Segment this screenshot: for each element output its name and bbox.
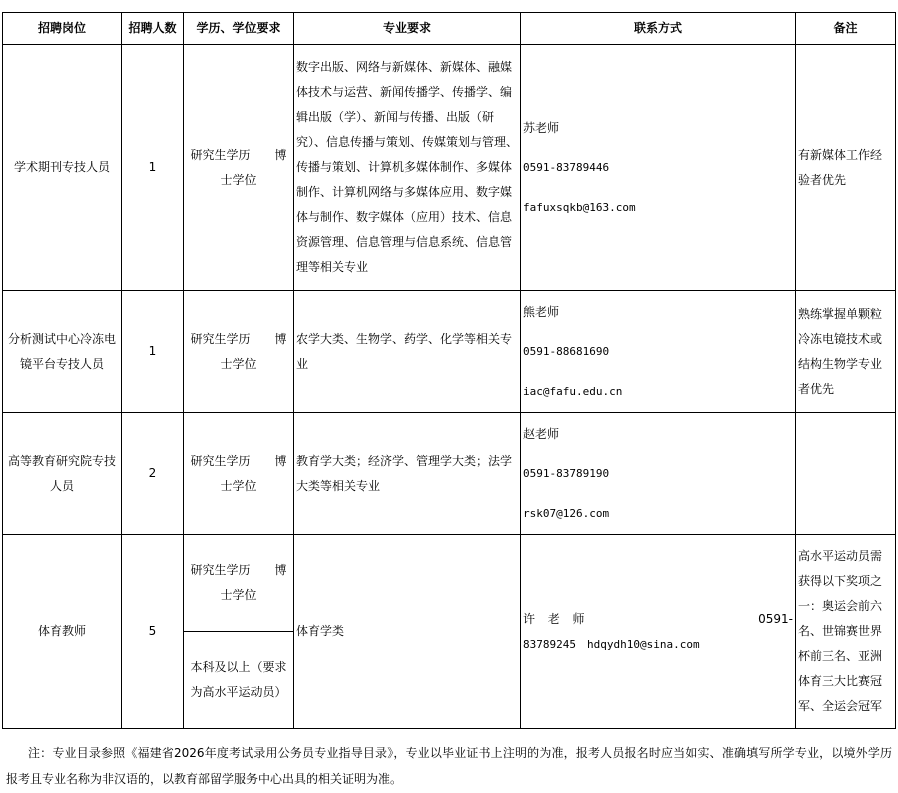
contact-line-2: 83789245 hdqydh10@sina.com — [523, 637, 700, 651]
contact-phone: 0591-88681690 — [523, 344, 610, 358]
cell-remark: 熟练掌握单颗粒冷冻电镜技术或结构生物学专业者优先 — [796, 291, 896, 413]
cell-position: 分析测试中心冷冻电镜平台专技人员 — [3, 291, 122, 413]
cell-count: 2 — [122, 413, 184, 535]
header-major: 专业要求 — [294, 13, 521, 45]
table-row — [3, 535, 896, 632]
cell-degree: 研究生学历 博士学位 — [184, 291, 294, 413]
cell-contact — [521, 413, 796, 535]
cell-position: 学术期刊专技人员 — [3, 45, 122, 291]
cell-major: 农学大类、生物学、药学、化学等相关专业 — [294, 291, 521, 413]
cell-contact — [521, 45, 796, 291]
contact-email[interactable]: fafuxsqkb@163.com — [523, 200, 636, 214]
contact-name: 赵老师 — [523, 426, 560, 441]
cell-position: 体育教师 — [3, 535, 122, 729]
cell-count: 5 — [122, 535, 184, 729]
header-contact: 联系方式 — [521, 13, 796, 45]
contact-phone: 0591-83789190 — [523, 466, 610, 480]
cell-count: 1 — [122, 45, 184, 291]
cell-degree: 研究生学历 博士学位 — [184, 413, 294, 535]
cell-contact — [521, 535, 796, 729]
cell-major: 数字出版、网络与新媒体、新媒体、融媒体技术与运营、新闻传播学、传播学、编辑出版（学）、新闻与传播、出版（研究）、信息传播与策划、传媒策划与管理、传播与策划、计算机多媒体制作、多媒体制作、计算机网络与多媒体应用、数字媒体与制作、数字媒体（应用）技术、信息资源管理、信息管理与信息系统、信息管理等相关专业 — [294, 45, 521, 291]
cell-count: 1 — [122, 291, 184, 413]
cell-major: 教育学大类；经济学、管理学大类；法学大类等相关专业 — [294, 413, 521, 535]
cell-major: 体育学类 — [294, 535, 521, 729]
cell-remark — [796, 413, 896, 535]
contact-line-1: 许 老 师 0591- — [523, 611, 793, 626]
header-position: 招聘岗位 — [3, 13, 122, 45]
header-remark: 备注 — [796, 13, 896, 45]
table-header-row — [3, 13, 896, 45]
header-degree: 学历、学位要求 — [184, 13, 294, 45]
header-count: 招聘人数 — [122, 13, 184, 45]
recruitment-table — [2, 12, 896, 729]
contact-name: 苏老师 — [523, 120, 560, 135]
cell-position: 高等教育研究院专技人员 — [3, 413, 122, 535]
table-row — [3, 45, 896, 291]
cell-degree: 研究生学历 博士学位 — [184, 535, 294, 632]
contact-phone: 0591-83789446 — [523, 160, 610, 174]
table-row — [3, 291, 896, 413]
contact-email[interactable]: rsk07@126.com — [523, 506, 610, 520]
contact-name: 熊老师 — [523, 304, 560, 319]
cell-degree: 本科及以上（要求为高水平运动员） — [184, 632, 294, 729]
contact-email[interactable]: iac@fafu.edu.cn — [523, 384, 623, 398]
cell-contact — [521, 291, 796, 413]
cell-degree: 研究生学历 博士学位 — [184, 45, 294, 291]
footnote: 注：专业目录参照《福建省2026年度考试录用公务员专业指导目录》，专业以毕业证书上注明的为准，报考人员报名时应当如实、准确填写所学专业，以境外学历报考且专业名称为非汉语的，以教育部留学服务中心出具的相关证明为准。 — [6, 746, 892, 786]
cell-remark: 高水平运动员需获得以下奖项之一：奥运会前六名、世锦赛世界杯前三名、亚洲体育三大比赛冠军、全运会冠军 — [796, 535, 896, 729]
cell-remark: 有新媒体工作经验者优先 — [796, 45, 896, 291]
table-row — [3, 413, 896, 535]
